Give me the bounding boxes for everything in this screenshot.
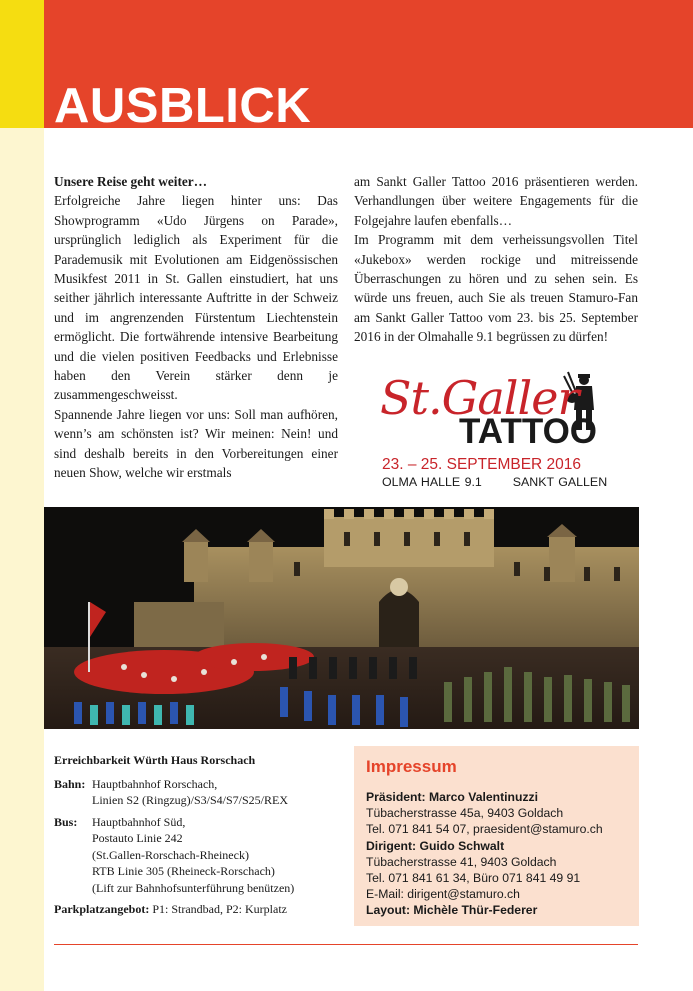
article-paragraph-4: Im Programm mit dem verheissungsvollen Titel «Jukebox» werden rockige und mitreissende Überraschungen zu hören und zu sehen sein. Es würde uns freuen, auch Sie als treuen Stamuro-Fan am Sankt Galler Tattoo vom 23. bis 25. September 2016 in der Olmahalle 9.1 begrüssen zu dürfen!	[354, 232, 638, 345]
bus-label: Bus:	[54, 814, 78, 829]
layout-credit: Layout: Michèle Thür-Federer	[366, 903, 538, 918]
bus-line-1: Hauptbahnhof Süd,	[92, 814, 186, 829]
bus-line-4: RTB Linie 305 (Rheineck-Rorschach)	[92, 864, 275, 878]
parking-label: Parkplatzangebot:	[54, 902, 150, 916]
article-paragraph-3: am Sankt Galler Tattoo 2016 präsentieren werden. Verhandlungen über weitere Engagements für die Folgejahre laufen ebenfalls…	[354, 174, 638, 228]
article-lead: Unsere Reise geht weiter…	[54, 174, 207, 189]
conductor-address: Tübacherstrasse 41, 9403 Goldach	[366, 854, 557, 869]
article-column-left	[54, 172, 338, 483]
logo-city: SANKT GALLEN	[512, 475, 608, 489]
logo-venue	[382, 474, 607, 490]
article-column-right	[354, 172, 638, 347]
article-paragraph-1: Erfolgreiche Jahre liegen hinter uns: Das Showprogramm «Udo Jürgens on Parade», ursprünglich lediglich als Experiment für die Parademusik mit Evolutionen am Eidgenössischen Musikfest 2011 in St. Gallen einstudiert, hat uns seither jährlich interessante Auftritte in der Schweiz und im angrenzenden Fürstentum Liechtenstein ermöglicht. Die fortwährende intensive Bearbeitung und die vielen positiven Feedbacks und Erlebnisse haben den Verein stärker denn je zusammengeschweisst.	[54, 193, 338, 403]
train-line-1: Hauptbahnhof Rorschach,	[92, 776, 218, 791]
president-address: Tübacherstrasse 45a, 9403 Goldach	[366, 806, 564, 821]
logo-st-galler: St.Galler	[380, 371, 579, 425]
left-margin-strip	[0, 0, 44, 991]
reach-info	[54, 752, 344, 918]
bus-line-3: (St.Gallen-Rorschach-Rheineck)	[92, 847, 249, 862]
reach-row-train	[54, 776, 344, 809]
bus-line-5: (Lift zur Bahnhofsunterführung benützen)	[92, 880, 295, 895]
parking-value: P1: Strandbad, P2: Kurplatz	[152, 902, 287, 916]
logo-hall: OLMA HALLE 9.1	[382, 475, 482, 489]
train-details	[92, 776, 288, 809]
president-name: Präsident: Marco Valentinuzzi	[366, 790, 539, 804]
bus-details	[92, 814, 294, 897]
conductor-phone: Tel. 071 841 61 34, Büro 071 841 49 91	[366, 871, 581, 886]
parking-info	[54, 901, 344, 918]
page-title: AUSBLICK	[54, 79, 312, 133]
conductor-name: Dirigent: Guido Schwalt	[366, 838, 505, 853]
train-label: Bahn:	[54, 776, 86, 791]
arena-illustration	[44, 507, 639, 729]
article-paragraph-2: Spannende Jahre liegen vor uns: Soll man aufhören, wenn’s am schönsten ist? Wir meinen: Nein! und sind deshalb bereits in den Vorbereitungen einer neuen Show, welche wir erstmals	[54, 406, 338, 481]
impressum-box	[354, 746, 639, 926]
reach-title: Erreichbarkeit Würth Haus Rorschach	[54, 753, 256, 767]
tattoo-logo	[380, 370, 610, 492]
footer-rule	[54, 944, 638, 945]
impressum-title: Impressum	[366, 757, 457, 776]
logo-dates: 23. – 25. SEPTEMBER 2016	[382, 456, 582, 473]
yellow-corner-block	[0, 0, 44, 128]
logo-tattoo: TATTOO	[459, 412, 598, 451]
conductor-email: E-Mail: dirigent@stamuro.ch	[366, 887, 520, 902]
president-contact: Tel. 071 841 54 07, praesident@stamuro.ch	[366, 822, 603, 837]
bus-line-2: Postauto Linie 242	[92, 831, 183, 845]
reach-row-bus	[54, 814, 344, 897]
train-line-2: Linien S2 (Ringzug)/S3/S4/S7/S25/REX	[92, 793, 289, 807]
tattoo-arena-photo	[44, 507, 639, 729]
